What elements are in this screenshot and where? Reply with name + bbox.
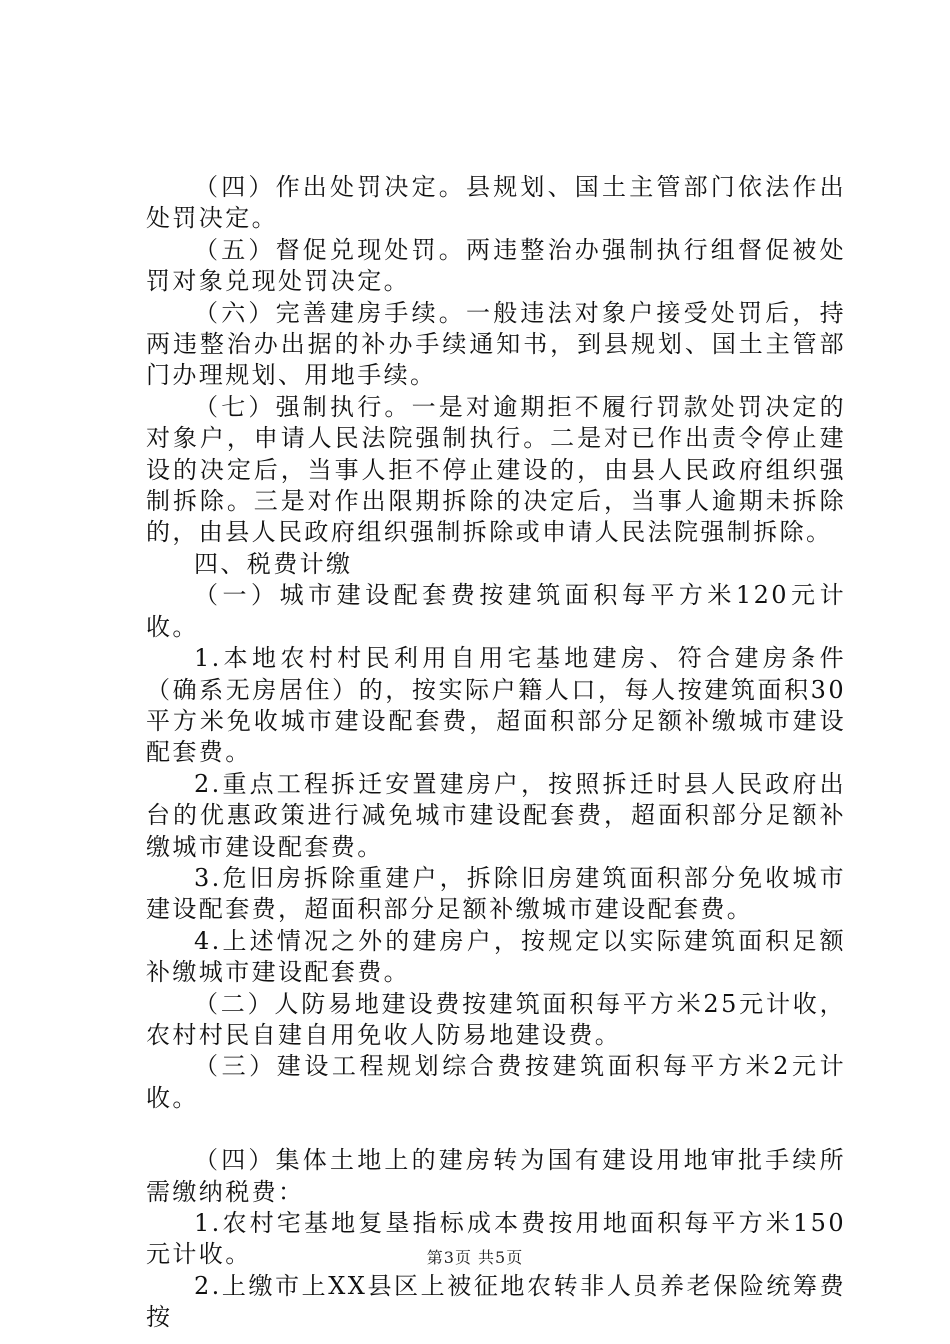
list-item-3-dilapidated-housing: 3.危旧房拆除重建户，拆除旧房建筑面积部分免收城市建设配套费，超面积部分足额补缴城市建设配套费。 (146, 863, 846, 924)
list-item-1-rural-villagers: 1.本地农村村民利用自用宅基地建房、符合建房条件（确系无房居住）的，按实际户籍人口，每人按建筑面积30平方米免收城市建设配套费，超面积部分足额补缴城市建设配套费。 (146, 644, 846, 767)
document-body (146, 172, 846, 1334)
page-number-footer: 第3页 共5页 (426, 1248, 524, 1267)
list-item-2-pension-fee: 2.上缴市上XX县区上被征地农转非人员养老保险统筹费按 (146, 1271, 846, 1332)
paragraph-5-enforce-penalty: （五）督促兑现处罚。两违整治办强制执行组督促被处罚对象兑现处罚决定。 (146, 235, 846, 296)
list-item-2-relocation: 2.重点工程拆迁安置建房户，按照拆迁时县人民政府出台的优惠政策进行减免城市建设配套费，超面积部分足额补缴城市建设配套费。 (146, 769, 846, 861)
paragraph-6-complete-procedures: （六）完善建房手续。一般违法对象户接受处罚后，持两违整治办出据的补办手续通知书，到县规划、国土主管部门办理规划、用地手续。 (146, 298, 846, 390)
paragraph-7-forced-execution: （七）强制执行。一是对逾期拒不履行罚款处罚决定的对象户，申请人民法院强制执行。二是对已作出责令停止建设的决定后，当事人拒不停止建设的，由县人民政府组织强制拆除。三是对作出限期拆除的决定后，当事人逾期未拆除的，由县人民政府组织强制拆除或申请人民法院强制拆除。 (146, 392, 846, 547)
list-item-4-other-builders: 4.上述情况之外的建房户，按规定以实际建筑面积足额补缴城市建设配套费。 (146, 926, 846, 987)
section-heading-tax-fees: 四、税费计缴 (194, 549, 353, 578)
list-item-1-reclamation-cost: 1.农村宅基地复垦指标成本费按用地面积每平方米150元计收。 (146, 1209, 846, 1269)
paragraph-fee-3-planning-fee: （三）建设工程规划综合费按建筑面积每平方米2元计收。 (146, 1052, 846, 1112)
paragraph-fee-4-collective-land: （四）集体土地上的建房转为国有建设用地审批手续所需缴纳税费： (146, 1146, 846, 1206)
paragraph-4-penalty-decision: （四）作出处罚决定。县规划、国土主管部门依法作出处罚决定。 (146, 173, 846, 233)
paragraph-fee-1-city-construction: （一）城市建设配套费按建筑面积每平方米120元计收。 (146, 581, 846, 641)
paragraph-fee-2-civil-defense: （二）人防易地建设费按建筑面积每平方米25元计收，农村村民自建自用免收人防易地建设费。 (146, 989, 846, 1049)
